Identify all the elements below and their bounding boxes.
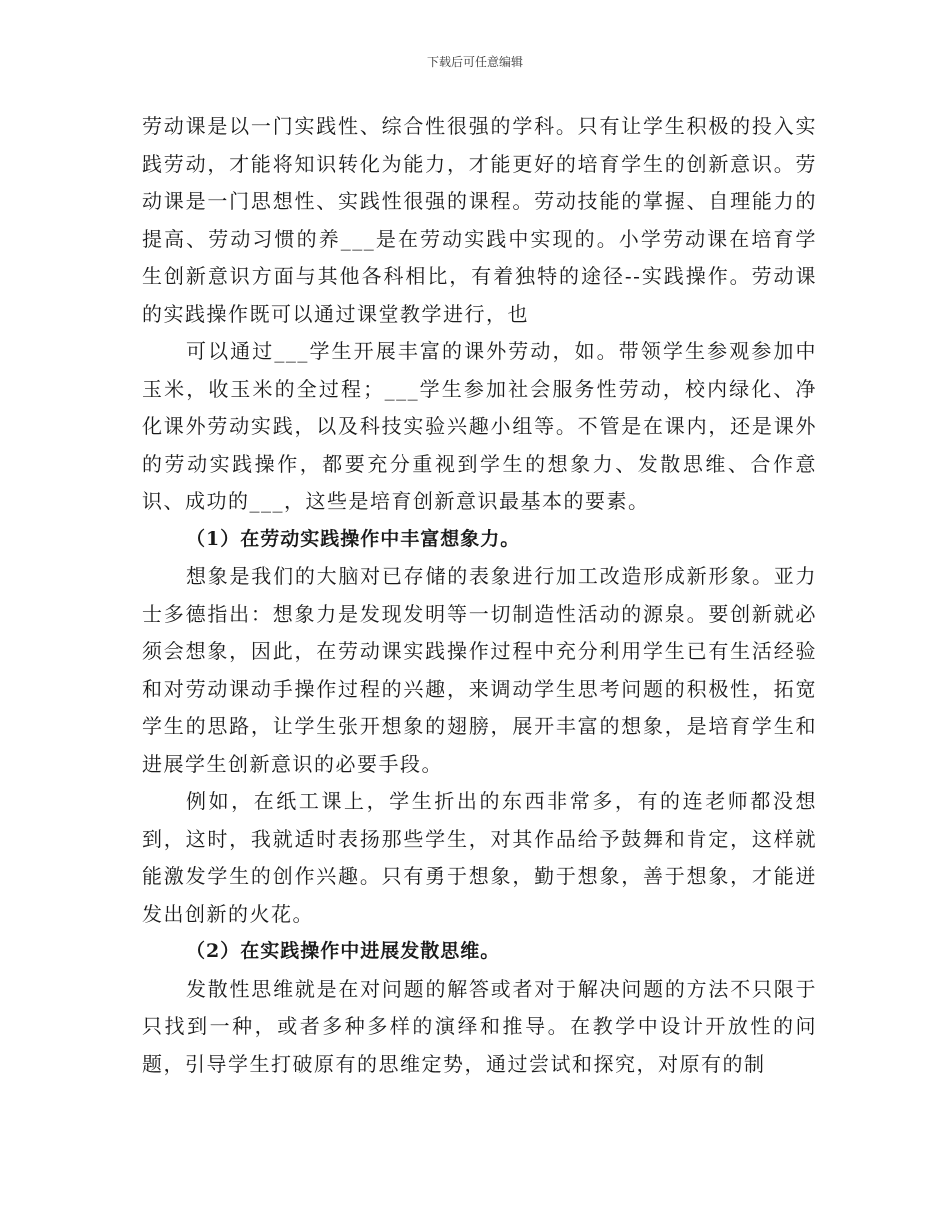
- page-header: 下载后可任意编辑: [426, 55, 523, 69]
- section-heading-divergent-thinking: （2）在实践操作中进展发散思维。: [186, 940, 501, 962]
- document-body: [142, 108, 817, 1083]
- paragraph-extracurricular: 可以通过___学生开展丰富的课外劳动，如。带领学生参观参加中玉米，收玉米的全过程；___学生参加社会服务性劳动，校内绿化、净化课外劳动实践，以及科技实验兴趣小组等。不管是在课内，还是课外的劳动实践操作，都要充分重视到学生的想象力、发散思维、合作意识、成功的___，这些是培育创新意识最基本的要素。: [142, 339, 817, 513]
- paragraph-imagination: 想象是我们的大脑对已存储的表象进行加工改造形成新形象。亚力士多德指出：想象力是发现发明等一切制造性活动的源泉。要创新就必须会想象，因此，在劳动课实践操作过程中充分利用学生已有生活经验和对劳动课动手操作过程的兴趣，来调动学生思考问题的积极性，拓宽学生的思路，让学生张开想象的翅膀，展开丰富的想象，是培育学生和进展学生创新意识的必要手段。: [142, 564, 817, 776]
- section-heading-imagination: （1）在劳动实践操作中丰富想象力。: [186, 527, 521, 550]
- paragraph-intro: 劳动课是以一门实践性、综合性很强的学科。只有让学生积极的投入实践劳动，才能将知识转化为能力，才能更好的培育学生的创新意识。劳动课是一门思想性、实践性很强的课程。劳动技能的掌握、自理能力的提高、劳动习惯的养___是在劳动实践中实现的。小学劳动课在培育学生创新意识方面与其他各科相比，有着独特的途径--实践操作。劳动课的实践操作既可以通过课堂教学进行，也: [142, 114, 817, 326]
- paragraph-divergent-thinking: 发散性思维就是在对问题的解答或者对于解决问题的方法不只限于只找到一种，或者多种多样的演绎和推导。在教学中设计开放性的问题，引导学生打破原有的思维定势，通过尝试和探究，对原有的制: [142, 976, 817, 1076]
- paragraph-example: 例如，在纸工课上，学生折出的东西非常多，有的连老师都没想到，这时，我就适时表扬那些学生，对其作品给予鼓舞和肯定，这样就能激发学生的创作兴趣。只有勇于想象，勤于想象，善于想象，才能迸发出创新的火花。: [142, 789, 817, 926]
